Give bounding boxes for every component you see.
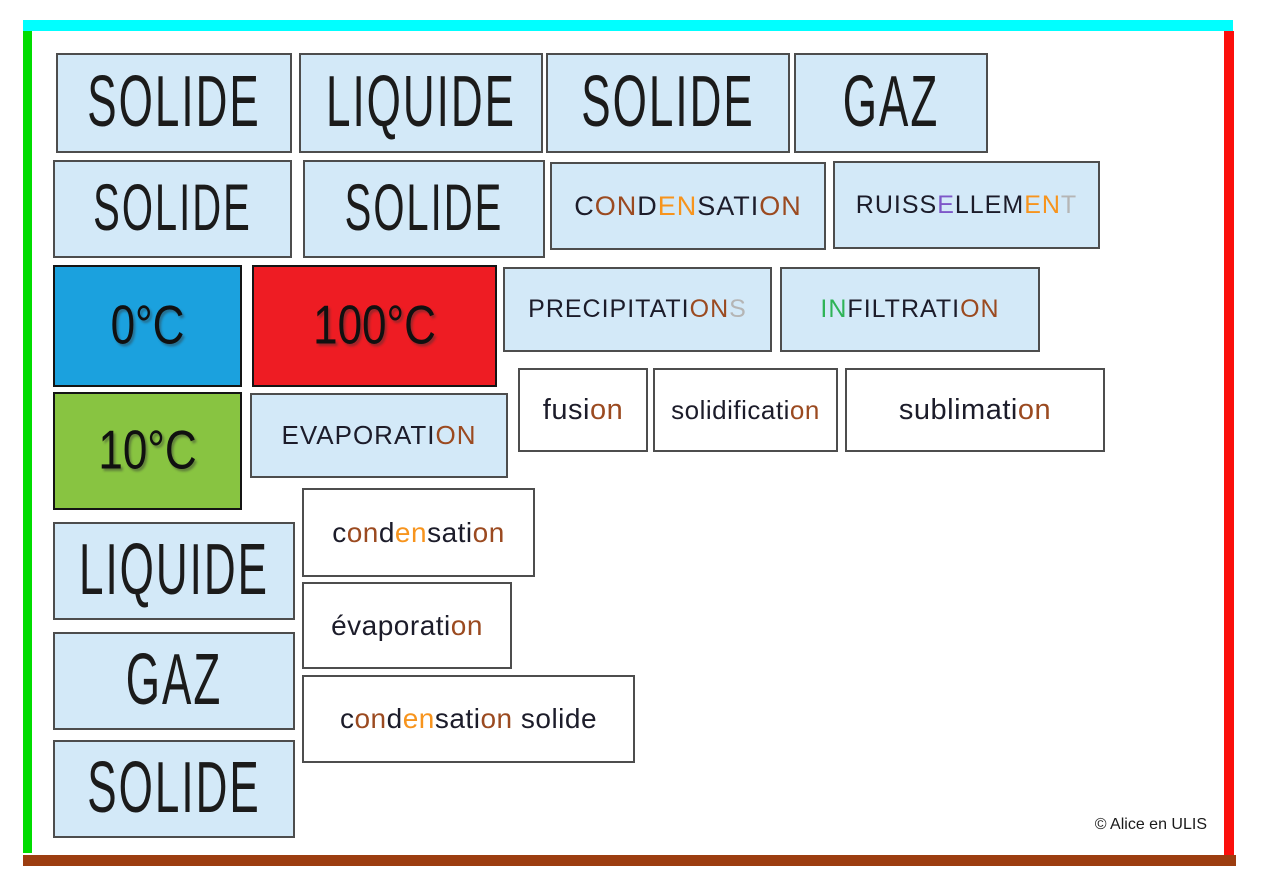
frame-bottom-bar: [23, 855, 1236, 866]
card-temp-10c: [53, 392, 242, 510]
card-label: solidification: [671, 394, 820, 425]
card-label: LIQUIDE: [78, 529, 270, 611]
card-gaz-2: [53, 632, 295, 730]
card-gaz-1: [794, 53, 988, 153]
card-label: GAZ: [125, 639, 223, 721]
card-solide-5: [53, 740, 295, 838]
card-solide-4: [303, 160, 545, 258]
card-label: condensation solide: [339, 703, 598, 734]
card-infiltration: [780, 267, 1040, 352]
credit-text: © Alice en ULIS: [1094, 816, 1207, 833]
card-label: INFILTRATION: [820, 295, 1000, 323]
card-solide-1: [56, 53, 292, 153]
card-temp-100c: [252, 265, 497, 387]
card-label: RUISSELLEMENT: [855, 190, 1078, 219]
card-label: 0°C: [110, 294, 185, 356]
card-label: fusion: [542, 393, 624, 426]
card-solide-3: [53, 160, 292, 258]
frame-left-bar: [23, 31, 32, 853]
card-precipitations: [503, 267, 772, 352]
card-temp-0c: [53, 265, 242, 387]
card-label: GAZ: [842, 61, 940, 143]
frame-right-bar: [1224, 31, 1234, 856]
card-solide-2: [546, 53, 790, 153]
card-label: LIQUIDE: [325, 61, 517, 143]
frame-top-bar: [23, 20, 1233, 31]
card-label: sublimation: [898, 393, 1052, 426]
card-label: 100°C: [313, 294, 436, 356]
card-label: CONDENSATION: [574, 190, 802, 221]
card-condensation-lower: [302, 488, 535, 577]
card-label: condensation: [332, 516, 505, 548]
card-liquide-1: [299, 53, 543, 153]
card-label: SOLIDE: [87, 61, 261, 143]
card-label: évaporation: [331, 609, 483, 641]
card-label: 10°C: [98, 419, 197, 481]
card-condensation-upper: [550, 162, 826, 250]
card-liquide-2: [53, 522, 295, 620]
card-sublimation: [845, 368, 1105, 452]
card-label: SOLIDE: [344, 171, 504, 245]
card-label: SOLIDE: [93, 171, 252, 245]
card-evaporation-upper: [250, 393, 508, 478]
card-evaporation-lower: [302, 582, 512, 669]
card-ruissellement: [833, 161, 1100, 249]
card-label: SOLIDE: [581, 61, 755, 143]
card-label: EVAPORATION: [281, 420, 477, 450]
card-label: SOLIDE: [87, 747, 261, 829]
card-condensation-solide: [302, 675, 635, 763]
card-solidification: [653, 368, 838, 452]
card-label: PRECIPITATIONS: [528, 295, 747, 323]
card-fusion: [518, 368, 648, 452]
